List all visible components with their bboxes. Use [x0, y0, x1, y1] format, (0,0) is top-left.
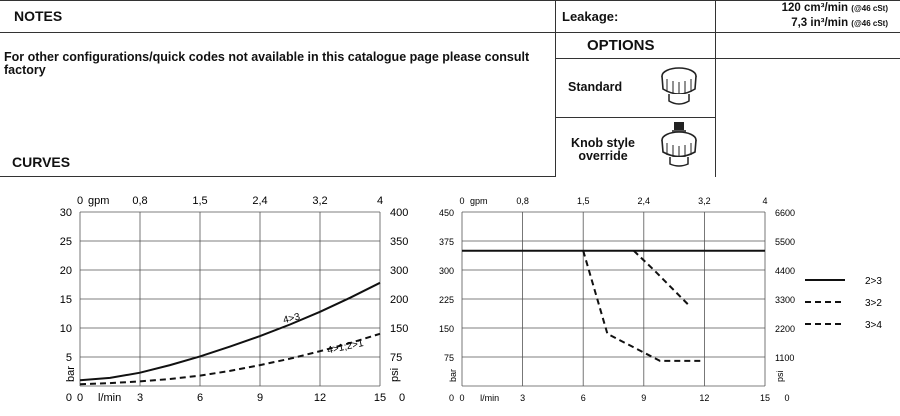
y-right-tick-label: 0 [784, 393, 790, 403]
y-tick-label: 0 [65, 392, 72, 404]
x-top-tick-label: 1,5 [192, 195, 208, 207]
options-title: OPTIONS [587, 37, 655, 54]
x-top-tick-label: 0 [459, 196, 465, 206]
y-tick-label: 375 [438, 237, 454, 247]
y-right-tick-label: 5500 [775, 237, 796, 247]
x-top-tick-label: 2,4 [637, 196, 651, 206]
leakage-note-metric: (@46 cSt) [851, 4, 888, 13]
y-right-tick-label: 350 [390, 236, 409, 248]
y-right-tick-label: 6600 [775, 208, 796, 218]
x-top-tick-label: 4 [376, 195, 384, 207]
curves-title: CURVES [12, 154, 71, 170]
y-tick-label: 225 [438, 295, 454, 305]
x-top-tick-label: 1,5 [576, 196, 590, 206]
x-top-tick-label: 0 [76, 195, 84, 207]
options-right-divider [715, 0, 716, 177]
y-tick-label: 10 [59, 323, 72, 335]
leakage-value-imperial: 7,3 in³/min [791, 17, 849, 29]
option-override-label-line2: override [578, 149, 628, 163]
x-tick-label: 9 [641, 393, 647, 403]
x-unit-label: l/min [480, 393, 500, 403]
x-tick-label: 3 [136, 392, 144, 404]
y-right-tick-label: 300 [390, 265, 409, 277]
series-label-1: 4>3 [282, 311, 302, 327]
x-top-tick-label: 0,8 [132, 195, 148, 207]
options-row-divider [555, 117, 715, 118]
legend-label-2: 3>2 [865, 298, 882, 309]
x-top-unit-label: gpm [88, 195, 110, 207]
y-tick-label: 300 [438, 266, 454, 276]
y-tick-label: 30 [59, 207, 72, 219]
x-tick-label: 6 [196, 392, 204, 404]
x-top-tick-label: 4 [762, 196, 768, 206]
y-right-tick-label: 200 [390, 294, 409, 306]
series-line-2 [80, 334, 380, 385]
y-unit-label: bar [65, 366, 77, 382]
notes-title: NOTES [14, 8, 63, 24]
leakage-note-imperial: (@46 cSt) [851, 19, 888, 28]
y-right-tick-label: 2200 [775, 324, 796, 334]
y-right-tick-label: 0 [398, 392, 406, 404]
x-tick-label: 9 [256, 392, 264, 404]
legend-label-3: 3>4 [865, 320, 882, 331]
series-line-1 [80, 283, 380, 380]
option-standard-label: Standard [568, 80, 623, 94]
x-top-tick-label: 2,4 [252, 195, 268, 207]
chart-2 [420, 178, 900, 416]
top-border [0, 0, 900, 1]
option-override-label [563, 137, 643, 163]
chart-1 [0, 178, 440, 416]
leakage-label: Leakage: [562, 9, 619, 24]
x-top-tick-label: 3,2 [698, 196, 711, 206]
y-tick-label: 15 [59, 294, 72, 306]
series-line-2 [634, 251, 691, 307]
standard-knob-icon [655, 65, 703, 111]
y-tick-label: 75 [443, 353, 454, 363]
notes-text: For other configurations/quick codes not available in this catalogue page please consult factory [4, 50, 530, 77]
x-top-tick-label: 3,2 [312, 195, 328, 207]
y-tick-label: 150 [438, 324, 454, 334]
y-tick-label: 5 [65, 352, 72, 364]
leakage-value-metric: 120 cm³/min [781, 2, 849, 14]
y-right-tick-label: 3300 [775, 295, 796, 305]
options-header-divider [555, 58, 900, 59]
series-label-2: 4>1;2>1 [326, 338, 365, 357]
x-tick-label: 3 [520, 393, 526, 403]
notes-options-divider [555, 0, 556, 177]
y-right-tick-label: 400 [390, 207, 409, 219]
y-unit-label: bar [448, 368, 458, 382]
y-tick-label: 450 [438, 208, 454, 218]
y-right-tick-label: 4400 [775, 266, 796, 276]
y-right-unit-label: psi [389, 367, 401, 382]
x-tick-label: 6 [580, 393, 586, 403]
y-right-tick-label: 75 [390, 352, 403, 364]
y-right-tick-label: 1100 [775, 353, 795, 363]
legend-label-1: 2>3 [865, 276, 882, 287]
x-tick-label: 12 [699, 393, 710, 403]
option-override-label-line1: Knob style [571, 136, 635, 150]
x-tick-label: 0 [76, 392, 84, 404]
x-top-tick-label: 0,8 [516, 196, 529, 206]
leakage-values [782, 1, 888, 31]
y-right-tick-label: 150 [390, 323, 409, 335]
x-tick-label: 15 [373, 392, 387, 404]
y-tick-label: 25 [59, 236, 72, 248]
curves-header-divider [0, 176, 555, 177]
header-divider [0, 32, 900, 33]
x-tick-label: 0 [459, 393, 465, 403]
x-top-unit-label: gpm [470, 196, 488, 206]
knob-override-icon [655, 119, 703, 169]
x-unit-label: l/min [98, 392, 122, 404]
y-tick-label: 0 [448, 393, 454, 403]
series-line-3 [583, 251, 700, 361]
y-right-unit-label: psi [775, 370, 785, 382]
y-tick-label: 20 [59, 265, 72, 277]
x-tick-label: 15 [759, 393, 771, 403]
x-tick-label: 12 [313, 392, 327, 404]
